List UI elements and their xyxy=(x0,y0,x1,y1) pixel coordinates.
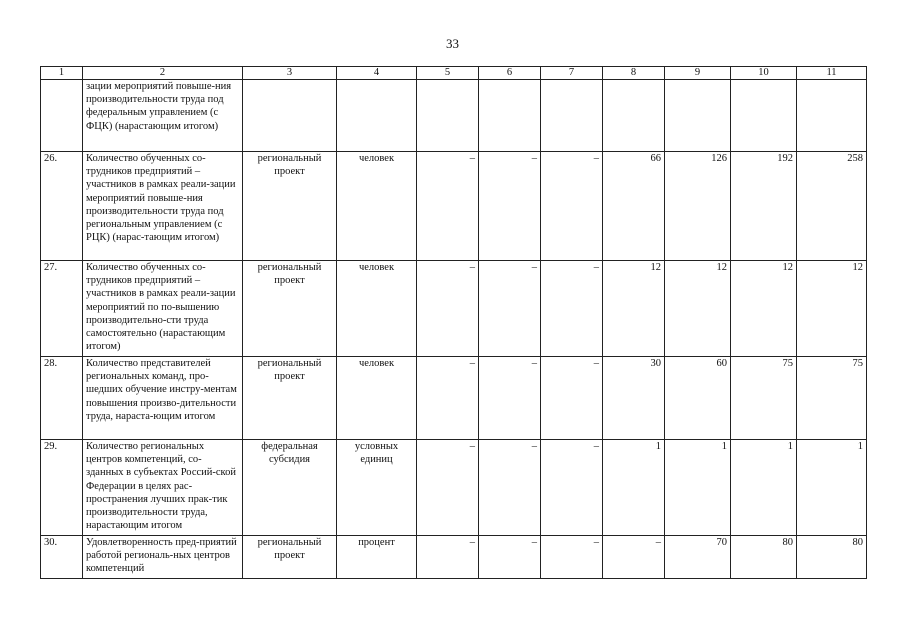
value-cell: 1 xyxy=(797,440,867,536)
value-cell: – xyxy=(541,261,603,357)
value-cell xyxy=(541,80,603,152)
value-cell xyxy=(797,80,867,152)
row-number: 28. xyxy=(41,357,83,440)
value-cell: – xyxy=(417,152,479,261)
row-number: 29. xyxy=(41,440,83,536)
indicator-source: региональный проект xyxy=(243,536,337,579)
indicator-unit: процент xyxy=(337,536,417,579)
value-cell: – xyxy=(417,440,479,536)
column-header: 1 xyxy=(41,67,83,80)
indicator-unit: условных единиц xyxy=(337,440,417,536)
indicator-source: федеральная субсидия xyxy=(243,440,337,536)
indicators-table xyxy=(40,66,867,579)
value-cell xyxy=(479,80,541,152)
table-row xyxy=(41,152,867,261)
table-row xyxy=(41,536,867,579)
value-cell: – xyxy=(541,440,603,536)
value-cell: 75 xyxy=(731,357,797,440)
row-number: 27. xyxy=(41,261,83,357)
value-cell: – xyxy=(479,536,541,579)
value-cell: 12 xyxy=(731,261,797,357)
column-header: 4 xyxy=(337,67,417,80)
value-cell: – xyxy=(479,261,541,357)
value-cell: 80 xyxy=(731,536,797,579)
column-header: 8 xyxy=(603,67,665,80)
indicator-name: Удовлетворенность пред-приятий работой региональ-ных центров компетенций xyxy=(83,536,243,579)
value-cell xyxy=(731,80,797,152)
column-header: 7 xyxy=(541,67,603,80)
column-number-row xyxy=(41,67,867,80)
value-cell xyxy=(665,80,731,152)
column-header: 10 xyxy=(731,67,797,80)
value-cell: 70 xyxy=(665,536,731,579)
value-cell: – xyxy=(603,536,665,579)
value-cell: 60 xyxy=(665,357,731,440)
column-header: 3 xyxy=(243,67,337,80)
indicator-source: региональный проект xyxy=(243,357,337,440)
row-number xyxy=(41,80,83,152)
value-cell: 12 xyxy=(665,261,731,357)
column-header: 11 xyxy=(797,67,867,80)
value-cell: 1 xyxy=(665,440,731,536)
indicator-name: зации мероприятий повыше-ния производительности труда под федеральным управлением (с ФЦК) (нарастающим итогом) xyxy=(83,80,243,152)
indicator-unit: человек xyxy=(337,357,417,440)
value-cell: – xyxy=(541,152,603,261)
value-cell: – xyxy=(417,357,479,440)
table-row xyxy=(41,261,867,357)
indicator-unit: человек xyxy=(337,261,417,357)
table-row xyxy=(41,357,867,440)
value-cell: 258 xyxy=(797,152,867,261)
indicator-name: Количество обученных со-трудников предприятий – участников в рамках реали-зации мероприятий по по-вышению производительно-сти труда самостоятельно (нарастающим итогом) xyxy=(83,261,243,357)
indicator-source xyxy=(243,80,337,152)
value-cell: 192 xyxy=(731,152,797,261)
value-cell: – xyxy=(541,536,603,579)
indicator-name: Количество региональных центров компетенций, со-зданных в субъектах Россий-ской Федерации в целях рас-пространения лучших прак-тик производительности труда, нарастающим итогом xyxy=(83,440,243,536)
value-cell: 30 xyxy=(603,357,665,440)
value-cell: 1 xyxy=(603,440,665,536)
indicator-unit: человек xyxy=(337,152,417,261)
table-row xyxy=(41,80,867,152)
value-cell: 126 xyxy=(665,152,731,261)
indicator-source: региональный проект xyxy=(243,152,337,261)
value-cell xyxy=(603,80,665,152)
value-cell: – xyxy=(417,536,479,579)
value-cell: – xyxy=(479,357,541,440)
value-cell: 1 xyxy=(731,440,797,536)
row-number: 30. xyxy=(41,536,83,579)
indicator-name: Количество представителей региональных команд, про-шедших обучение инстру-ментам повышения произво-дительности труда, нараста-ющим итогом xyxy=(83,357,243,440)
value-cell: – xyxy=(479,152,541,261)
value-cell: 80 xyxy=(797,536,867,579)
value-cell: 12 xyxy=(797,261,867,357)
table-row xyxy=(41,440,867,536)
value-cell: 12 xyxy=(603,261,665,357)
column-header: 9 xyxy=(665,67,731,80)
page-number: 33 xyxy=(446,36,459,51)
value-cell: – xyxy=(541,357,603,440)
column-header: 2 xyxy=(83,67,243,80)
indicator-name: Количество обученных со-трудников предприятий – участников в рамках реали-зации мероприятий повыше-ния производительности труда под региональным управлением (с РЦК) (нарас-тающим итогом) xyxy=(83,152,243,261)
value-cell: 75 xyxy=(797,357,867,440)
value-cell xyxy=(417,80,479,152)
indicator-source: региональный проект xyxy=(243,261,337,357)
column-header: 6 xyxy=(479,67,541,80)
row-number: 26. xyxy=(41,152,83,261)
value-cell: – xyxy=(479,440,541,536)
indicator-unit xyxy=(337,80,417,152)
value-cell: 66 xyxy=(603,152,665,261)
value-cell: – xyxy=(417,261,479,357)
column-header: 5 xyxy=(417,67,479,80)
